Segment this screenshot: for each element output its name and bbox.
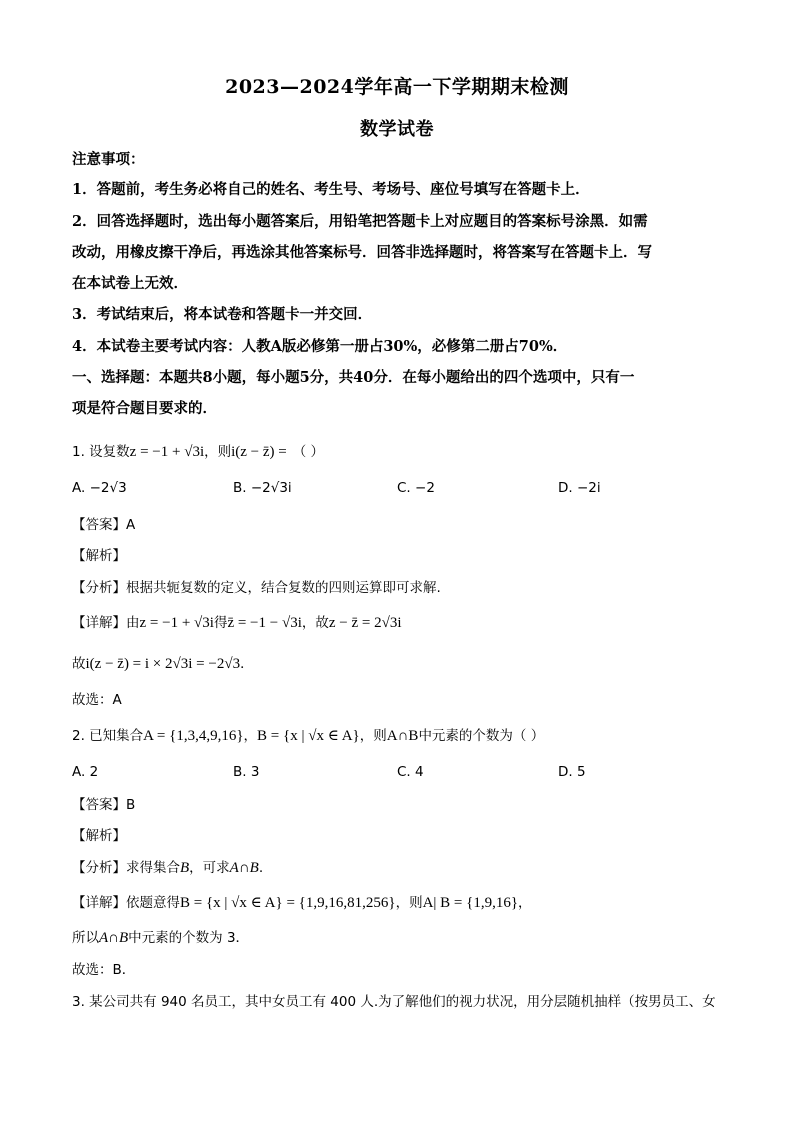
q2-fenxi-b: B — [180, 860, 190, 876]
q1-answer: A — [126, 517, 136, 533]
q2-detail-line — [72, 893, 732, 913]
q1-option-d: D. −2i — [558, 480, 601, 496]
q2-so-2: 中元素的个数为 3． — [128, 930, 250, 946]
notice-item-2-line-1: 2．回答选择题时，选出每小题答案后，用铅笔把答题卡上对应题目的答案标号涂黑．如需 — [72, 213, 648, 230]
q1-option-a: A. −2√3 — [72, 480, 127, 496]
q2-fenxi-1: 求得集合 — [126, 860, 180, 876]
q2-so-line — [72, 928, 732, 948]
q2-detail-set: B = {x | √x ∈ A} = {1,9,16,81,256} — [180, 895, 396, 911]
q1-calc-end: ． — [240, 656, 254, 672]
q2-set-b: B = {x | √x ∈ A} — [257, 728, 360, 744]
q2-fenxi-tag: 【分析】 — [72, 860, 126, 876]
q2-detail-inter: A| B = {1,9,16} — [422, 895, 519, 911]
q2-option-a: A. 2 — [72, 764, 99, 780]
notice-item-2-line-2: 改动，用橡皮擦干净后，再选涂其他答案标号．回答非选择题时，将答案写在答题卡上．写 — [72, 244, 652, 261]
q2-detail-tag: 【详解】 — [72, 895, 126, 911]
notice-item-4: 4．本试卷主要考试内容：人教A版必修第一册占30%，必修第二册占70%． — [72, 338, 568, 355]
q2-fenxi-line — [72, 858, 732, 878]
q2-mid: ，则 — [359, 728, 387, 744]
q1-answer-line — [72, 515, 732, 535]
notice-item-1: 1．答题前，考生务必将自己的姓名、考生号、考场号、座位号填写在答题卡上． — [72, 181, 590, 198]
q1-fenxi: 根据共轭复数的定义，结合复数的四则运算即可求解. — [126, 580, 441, 596]
q2-end: 中元素的个数为（ ） — [418, 728, 545, 744]
q1-detail-3: ，故 — [301, 615, 329, 631]
q2-intersection: A∩B — [386, 728, 419, 744]
q1-calc-prefix: 故 — [72, 656, 86, 672]
question-3-stem: 3. 某公司共有 940 名员工，其中女员工有 400 人.为了解他们的视力状况，用分层随机抽样（按男员工、女 — [72, 994, 716, 1010]
q1-blank: （ ） — [292, 444, 325, 460]
question-1-stem — [72, 442, 732, 462]
q1-calc: i(z − z̄) = i × 2√3i = −2√3 — [85, 656, 241, 672]
q2-fenxi-3: . — [258, 860, 264, 876]
q2-detail-3: ， — [518, 895, 532, 911]
q1-calc-line — [72, 654, 732, 674]
q1-option-b: B. −2√3i — [233, 480, 292, 496]
q1-detail-zbar: z̄ = −1 − √3i — [227, 615, 302, 631]
q1-fenxi-line — [72, 578, 732, 598]
q1-detail-tag: 【详解】 — [72, 615, 126, 631]
exam-title: 2023—2024学年高一下学期期末检测 — [225, 76, 569, 98]
q1-prefix: 1. 设复数 — [72, 444, 130, 460]
q1-detail-diff: z − z̄ = 2√3i — [328, 615, 402, 631]
exam-subtitle: 数学试卷 — [360, 119, 434, 140]
q2-fenxi-ab: A∩B — [229, 860, 259, 876]
q1-analysis-tag: 【解析】 — [72, 548, 126, 564]
q1-option-c: C. −2 — [397, 480, 435, 496]
q1-choose: 故选：A — [72, 692, 122, 708]
q2-detail-2: ，则 — [395, 895, 423, 911]
section-1-heading-line-1: 一、选择题：本题共8小题，每小题5分，共40分．在每小题给出的四个选项中，只有一 — [72, 369, 635, 386]
q2-analysis-tag: 【解析】 — [72, 828, 126, 844]
notice-item-3: 3．考试结束后，将本试卷和答题卡一并交回． — [72, 306, 373, 323]
q2-option-b: B. 3 — [233, 764, 260, 780]
section-1-heading-line-2: 项是符合题目要求的． — [72, 400, 217, 417]
q1-z-expr: z = −1 + √3i — [129, 444, 205, 460]
q2-so-1: 所以 — [72, 930, 99, 946]
q2-prefix: 2. 已知集合 — [72, 728, 144, 744]
q1-detail-z: z = −1 + √3i — [139, 615, 214, 631]
q2-option-d: D. 5 — [558, 764, 586, 780]
q1-target-expr: i(z − z̄) = — [231, 444, 287, 460]
q2-so-ab: A∩B — [99, 930, 129, 946]
notice-item-2-line-3: 在本试卷上无效． — [72, 275, 188, 292]
q1-detail-line — [72, 613, 732, 633]
q2-option-c: C. 4 — [397, 764, 424, 780]
question-2-stem — [72, 726, 732, 746]
q1-detail-1: 由 — [126, 615, 140, 631]
q2-choose: 故选：B． — [72, 962, 136, 978]
q2-answer: B — [126, 797, 136, 813]
q1-fenxi-tag: 【分析】 — [72, 580, 126, 596]
q1-detail-2: 得 — [213, 615, 228, 631]
q2-fenxi-2: ，可求 — [189, 860, 230, 876]
q2-answer-line — [72, 795, 732, 815]
q2-set-a: A = {1,3,4,9,16} — [143, 728, 244, 744]
q1-answer-tag: 【答案】 — [72, 517, 126, 533]
notice-heading: 注意事项： — [72, 151, 145, 168]
q2-answer-tag: 【答案】 — [72, 797, 126, 813]
q2-detail-1: 依题意得 — [126, 895, 180, 911]
q1-mid: ，则 — [204, 444, 232, 460]
q2-sep: ， — [243, 728, 258, 744]
